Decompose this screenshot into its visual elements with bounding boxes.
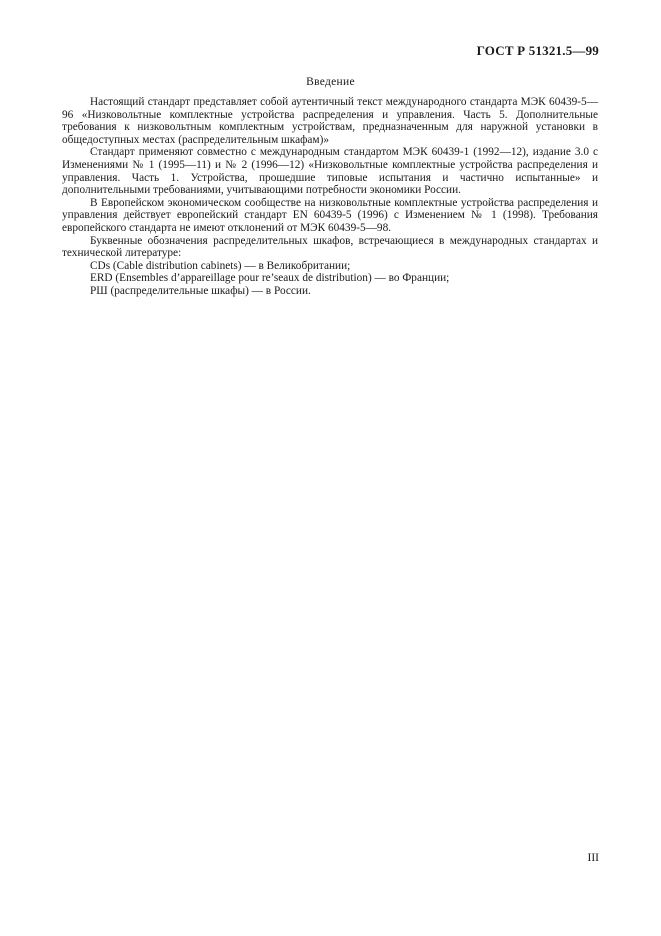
paragraph: Стандарт применяют совместно с международным стандартом МЭК 60439-1 (1992—12), издание 3.0 с Изменениями № 1 (1995—11) и № 2 (1996—12) «Низковольтные комплектные устройства распределения и управления. Часть 1. Устройства, прошедшие типовые испытания и частично испытанные» и дополнительными требованиями, учитывающими потребности экономики России. [62, 146, 598, 197]
designation-item: РШ (распределительные шкафы) — в России. [90, 284, 311, 297]
page-number: III [587, 852, 599, 864]
standard-code-header: ГОСТ Р 51321.5—99 [476, 43, 599, 58]
designation-item: CDs (Cable distribution cabinets) — в Великобритании; [90, 259, 351, 272]
paragraph: В Европейском экономическом сообществе на низковольтные комплектные устройства распределения и управления действует европейский стандарт EN 60439-5 (1996) с Изменением № 1 (1998). Требования европейского стандарта не имеют отклонений от МЭК 60439-5—98. [62, 196, 598, 234]
document-body [62, 96, 598, 298]
designation-item: ERD (Ensembles d’appareillage pour re’seaux de distribution) — во Франции; [90, 272, 450, 285]
section-title: Введение [306, 76, 355, 88]
paragraph: Настоящий стандарт представляет собой аутентичный текст международного стандарта МЭК 60439-5—96 «Низковольтные комплектные устройства распределения и управления. Часть 5. Дополнительные требования к низковольтным комплектным устройствам, предназначенным для наружной установки в общедоступных местах (распределительным шкафам)» [62, 96, 598, 146]
paragraph: Буквенные обозначения распределительных шкафов, встречающиеся в международных стандартах и технической литературе: [62, 234, 598, 260]
